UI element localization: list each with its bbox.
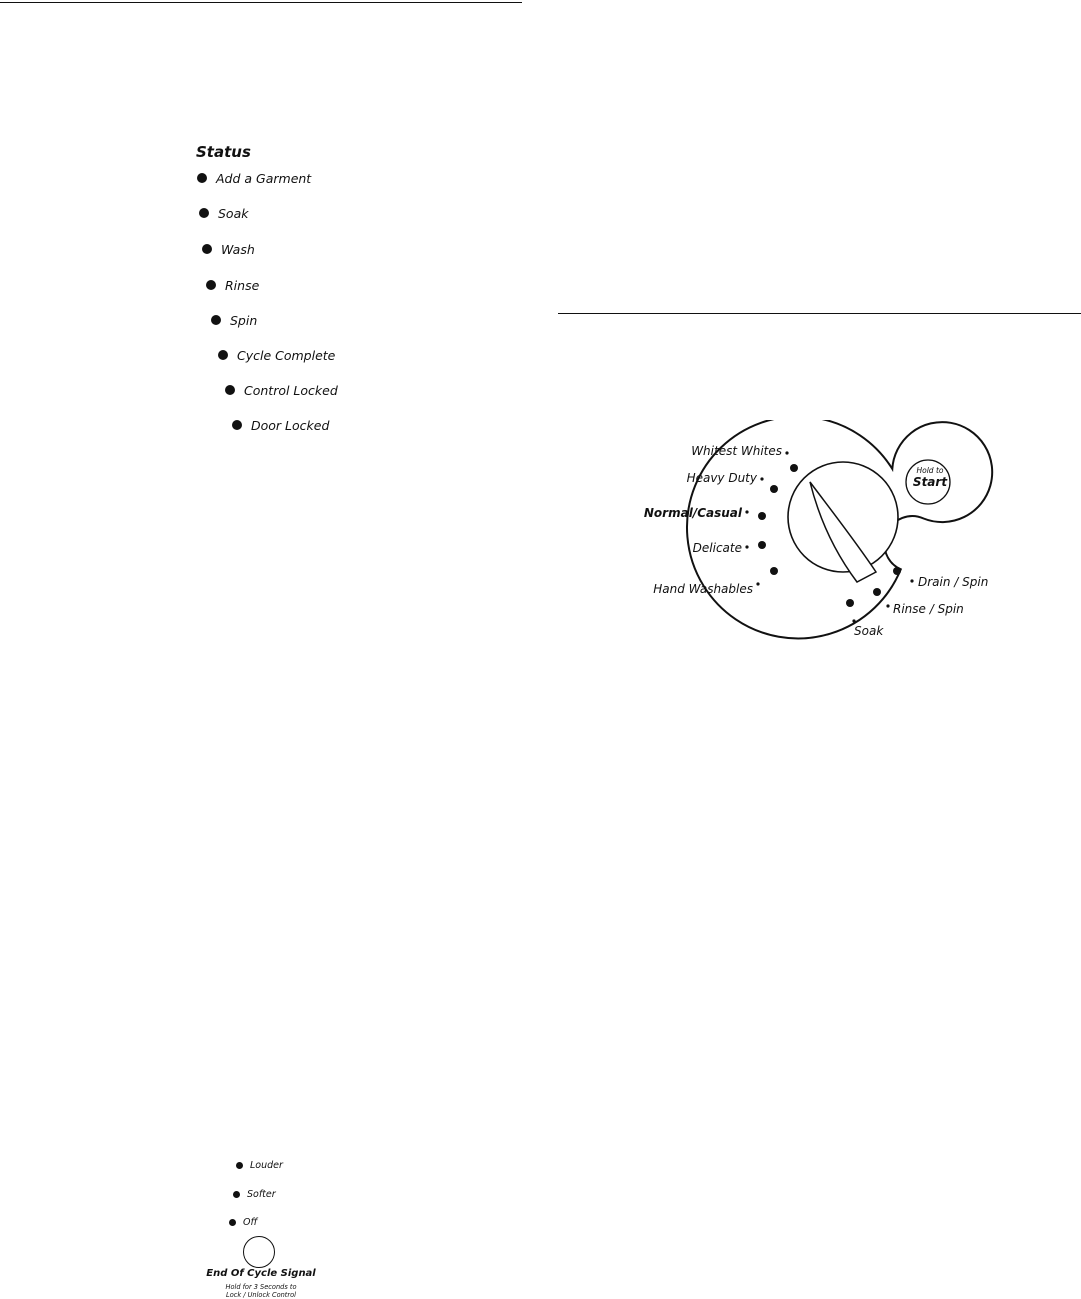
status-led [232, 420, 242, 430]
signal-off [229, 1214, 257, 1230]
status-cycle-complete [218, 345, 335, 365]
signal-button-subtitle-2: Lock / Unlock Control [226, 1291, 296, 1299]
top-rule-left [0, 2, 522, 3]
start-button-caption: Start [912, 475, 948, 489]
cycle-label-normal-casual: Normal/Casual [643, 506, 742, 520]
cycle-label-heavy-duty: Heavy Duty [686, 471, 757, 485]
status-soak [199, 203, 248, 223]
signal-label: Off [243, 1216, 258, 1228]
label-bullet [886, 604, 889, 607]
status-led [202, 244, 212, 254]
signal-led [229, 1219, 236, 1226]
label-bullet [756, 582, 759, 585]
status-label: Wash [221, 241, 255, 257]
dial-position-dot [893, 567, 901, 575]
cycle-label-delicate: Delicate [692, 541, 742, 555]
signal-softer [233, 1186, 276, 1202]
status-label: Add a Garment [216, 170, 312, 186]
status-control-locked [225, 380, 338, 400]
signal-led [233, 1191, 240, 1198]
status-door-locked [232, 415, 329, 435]
status-led [211, 315, 221, 325]
status-led [206, 280, 216, 290]
dial-position-dot [873, 588, 881, 596]
status-led [225, 385, 235, 395]
status-led [218, 350, 228, 360]
cycle-label-hand-washables: Hand Washables [653, 582, 753, 596]
status-led [197, 173, 207, 183]
section-rule-right [558, 313, 1081, 314]
dial-position-dot [770, 567, 778, 575]
status-label: Door Locked [251, 417, 330, 433]
status-led [199, 208, 209, 218]
dial-position-dot [790, 464, 798, 472]
start-button-caption-small: Hold to [916, 466, 944, 475]
status-wash [202, 239, 255, 259]
dial-position-dot [758, 541, 766, 549]
status-label: Cycle Complete [237, 347, 336, 363]
signal-led [236, 1162, 243, 1169]
cycle-label-whitest-whites: Whitest Whites [691, 444, 782, 458]
label-bullet [785, 451, 788, 454]
signal-label: Louder [250, 1159, 283, 1171]
signal-louder [236, 1157, 283, 1173]
end-of-cycle-signal-button[interactable] [243, 1236, 275, 1268]
dial-position-dot [846, 599, 854, 607]
status-label: Rinse [225, 277, 260, 293]
signal-button-subtitle-1: Hold for 3 Seconds to [225, 1283, 297, 1291]
status-spin [211, 310, 257, 330]
status-title: Status [196, 143, 251, 161]
cycle-label-rinse-spin: Rinse / Spin [893, 602, 964, 616]
label-bullet [745, 545, 748, 548]
label-bullet [760, 477, 763, 480]
label-bullet [910, 579, 913, 582]
status-label: Soak [218, 205, 249, 221]
label-bullet [852, 619, 855, 622]
dial-position-dot [758, 512, 766, 520]
status-label: Control Locked [244, 382, 338, 398]
cycle-selector-panel [640, 420, 1010, 650]
signal-label: Softer [247, 1188, 276, 1200]
label-bullet [745, 510, 748, 513]
status-label: Spin [230, 312, 258, 328]
cycle-label-soak: Soak [854, 624, 884, 638]
dial-position-dot [770, 485, 778, 493]
signal-button-title: End Of Cycle Signal [206, 1268, 316, 1279]
status-add-garment [197, 168, 311, 188]
status-rinse [206, 275, 259, 295]
cycle-label-drain-spin: Drain / Spin [918, 575, 989, 589]
